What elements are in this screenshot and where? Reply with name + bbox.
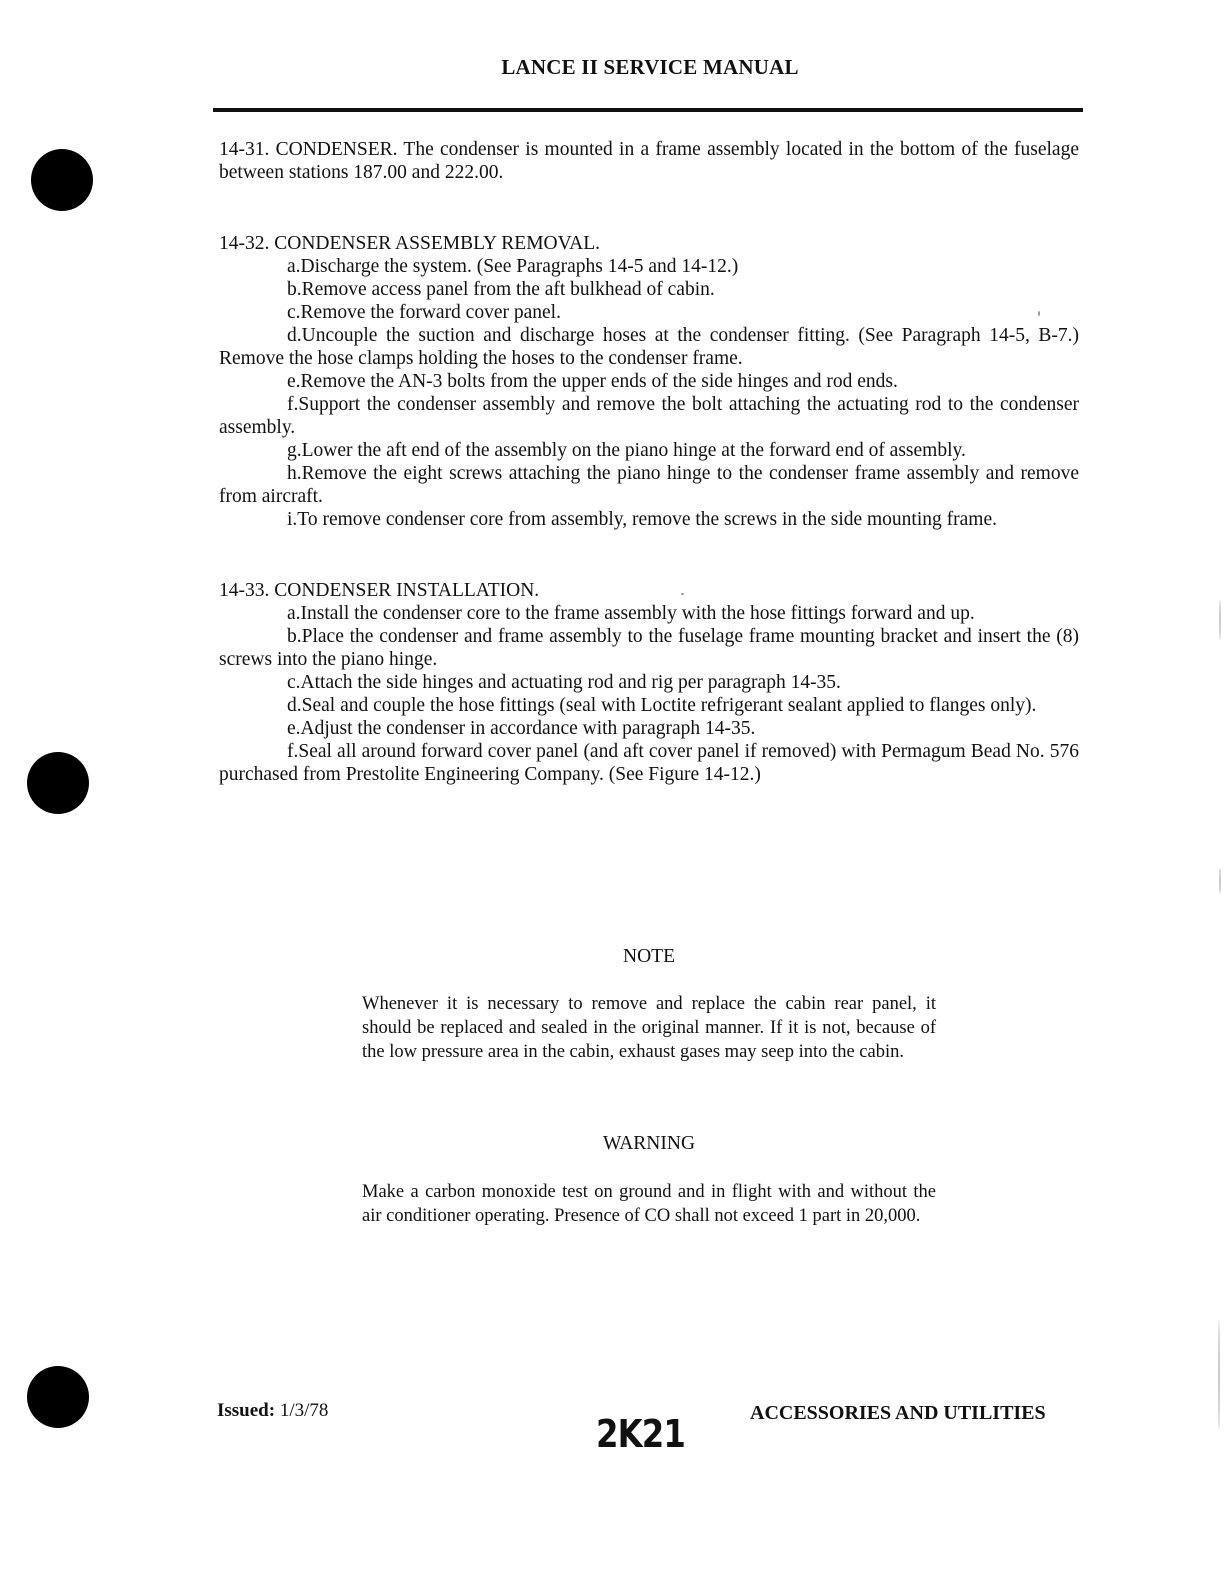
step-item xyxy=(219,324,1079,370)
step-text: Install the condenser core to the frame assembly with the hose fittings forward and up. xyxy=(300,603,975,624)
step-item xyxy=(219,740,1079,786)
manual-content xyxy=(219,138,1079,786)
section-heading: 14-33. CONDENSER INSTALLATION. xyxy=(219,580,540,601)
note-body: Whenever it is necessary to remove and replace the cabin rear panel, it should be replaced and sealed in the original manner. If it is not, because of the low pressure area in the cabin, exhaust gases may seep into the cabin. xyxy=(362,994,936,1062)
step-text: Lower the aft end of the assembly on the piano hinge at the forward end of assembly. xyxy=(301,440,966,461)
issued-line xyxy=(217,1400,328,1422)
binder-hole xyxy=(27,1366,89,1428)
step-item xyxy=(219,625,1079,671)
step-item xyxy=(219,301,1079,324)
header-rule xyxy=(213,108,1083,112)
issued-label: Issued: xyxy=(217,1400,276,1421)
binder-hole xyxy=(27,752,89,814)
section-14-33 xyxy=(219,579,1079,786)
step-letter: a. xyxy=(287,603,301,624)
step-item xyxy=(219,671,1079,694)
step-text: Attach the side hinges and actuating rod and rig per paragraph 14-35. xyxy=(300,672,841,693)
step-letter: b. xyxy=(287,279,302,300)
footer-section-name: ACCESSORIES AND UTILITIES xyxy=(750,1402,1046,1424)
step-letter: g. xyxy=(287,440,302,461)
step-letter: f. xyxy=(287,741,299,762)
scan-speck xyxy=(1219,600,1221,640)
scan-speck xyxy=(1218,1320,1220,1430)
step-letter: c. xyxy=(287,302,301,323)
step-letter: c. xyxy=(287,672,301,693)
step-item xyxy=(219,439,1079,462)
step-text: Place the condenser and frame assembly to the fuselage frame mounting bracket and insert the (8) screws into the piano hinge. xyxy=(219,626,1079,670)
warning-title: WARNING xyxy=(602,1133,696,1154)
step-item xyxy=(219,602,1079,625)
step-text: Remove the AN-3 bolts from the upper ends of the side hinges and rod ends. xyxy=(300,371,898,392)
step-letter: f. xyxy=(287,394,299,415)
section-intro: 14-31. CONDENSER. The condenser is mounted in a frame assembly located in the bottom of the fuselage between stations 187.00 and 222.00. xyxy=(219,139,1079,183)
step-text: Support the condenser assembly and remove the bolt attaching the actuating rod to the condenser assembly. xyxy=(219,394,1079,438)
section-14-32 xyxy=(219,232,1079,531)
step-text: Remove access panel from the aft bulkhead of cabin. xyxy=(301,279,715,300)
section-heading: 14-32. CONDENSER ASSEMBLY REMOVAL. xyxy=(219,233,601,254)
step-text: Seal and couple the hose fittings (seal with Loctite refrigerant sealant applied to flanges only). xyxy=(301,695,1037,716)
page-code: 2K21 xyxy=(596,1412,686,1456)
section-14-31 xyxy=(219,138,1079,184)
issued-date: 1/3/78 xyxy=(279,1400,329,1421)
step-letter: d. xyxy=(287,695,302,716)
step-text: Uncouple the suction and discharge hoses at the condenser fitting. (See Paragraph 14-5, B-7.) Remove the hose clamps holding the hoses to the condenser frame. xyxy=(219,325,1079,369)
step-item xyxy=(219,694,1079,717)
scan-speck xyxy=(1038,311,1040,316)
step-text: Discharge the system. (See Paragraphs 14-5 and 14-12.) xyxy=(300,256,739,277)
warning-body: Make a carbon monoxide test on ground and in flight with and without the air conditioner operating. Presence of CO shall not exceed 1 part in 20,000. xyxy=(362,1182,936,1226)
manual-title: LANCE II SERVICE MANUAL xyxy=(501,55,799,79)
step-item xyxy=(219,393,1079,439)
step-text: Remove the forward cover panel. xyxy=(300,302,561,323)
note-title: NOTE xyxy=(623,946,675,967)
step-letter: b. xyxy=(287,626,302,647)
step-text: To remove condenser core from assembly, remove the screws in the side mounting frame. xyxy=(297,509,997,530)
step-text: Remove the eight screws attaching the piano hinge to the condenser frame assembly and remove from aircraft. xyxy=(219,463,1079,507)
step-item xyxy=(219,278,1079,301)
binder-hole xyxy=(31,149,93,211)
step-item xyxy=(219,462,1079,508)
step-letter: a. xyxy=(287,256,301,277)
step-item xyxy=(219,508,1079,531)
step-letter: d. xyxy=(287,325,302,346)
step-item xyxy=(219,717,1079,740)
step-letter: i. xyxy=(287,509,298,530)
scan-speck xyxy=(1219,868,1221,894)
step-letter: e. xyxy=(287,371,301,392)
step-text: Seal all around forward cover panel (and aft cover panel if removed) with Permagum Bead No. 576 purchased from Prestolite Engineering Company. (See Figure 14-12.) xyxy=(219,741,1079,785)
scan-speck xyxy=(681,593,684,595)
step-text: Adjust the condenser in accordance with paragraph 14-35. xyxy=(300,718,756,739)
step-item xyxy=(219,370,1079,393)
step-letter: h. xyxy=(287,463,302,484)
step-item xyxy=(219,255,1079,278)
step-letter: e. xyxy=(287,718,301,739)
